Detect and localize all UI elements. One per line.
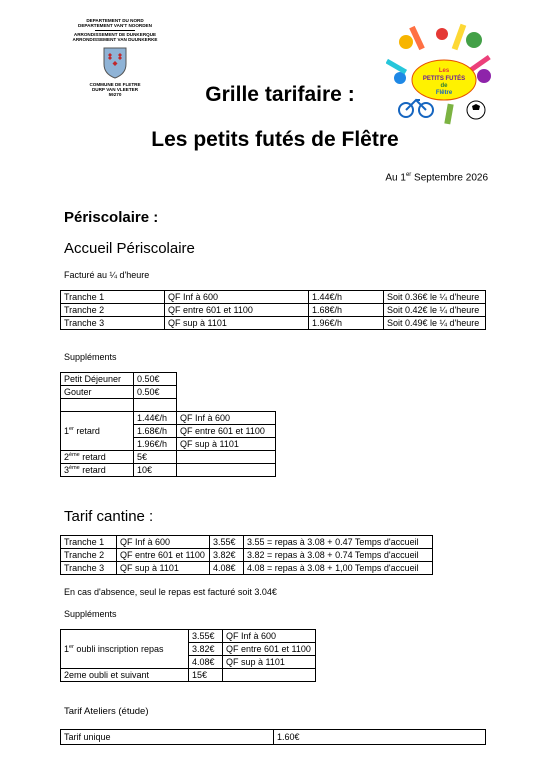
tranche-name: Tranche 3	[61, 317, 165, 330]
supplement-label: 2eme oubli et suivant	[61, 669, 189, 682]
supplement-qf: QF Inf à 600	[177, 412, 276, 425]
supplement-label: 1er retard	[61, 412, 134, 451]
logo-text: PETITS FUTÉS	[422, 76, 466, 82]
effective-date: Au 1er Septembre 2026	[385, 172, 488, 184]
tranche-qf: QF Inf à 600	[117, 536, 210, 549]
table-row	[61, 412, 276, 425]
cantine-supplements-table	[60, 629, 316, 682]
tranche-qf: QF sup à 1101	[165, 317, 309, 330]
ateliers-label: Tarif unique	[61, 730, 274, 745]
petits-futes-logo	[386, 20, 498, 130]
crest-line: DEPARTEMENT DU NORD	[86, 18, 144, 23]
tranche-note: Soit 0.42€ le ¼ d'heure	[384, 304, 486, 317]
crest-line: COMMUNE DE FLETRE	[89, 81, 141, 87]
supplement-price: 0.50€	[134, 373, 177, 386]
table-row	[61, 549, 433, 562]
supplement-price: 3.55€	[189, 630, 223, 643]
billing-note: Facturé au ¼ d'heure	[64, 270, 150, 280]
tranche-detail: 3.55 = repas à 3.08 + 0.47 Temps d'accueil	[244, 536, 433, 549]
supplement-price: 4.08€	[189, 656, 223, 669]
table-row	[61, 536, 433, 549]
tranche-rate: 1.44€/h	[309, 291, 384, 304]
logo-text: de	[440, 83, 448, 89]
supplement-price: 1.96€/h	[134, 438, 177, 451]
supplement-qf: QF sup à 1101	[223, 656, 316, 669]
supplement-price: 3.82€	[189, 643, 223, 656]
tranche-qf: QF entre 601 et 1100	[117, 549, 210, 562]
supplement-label: Gouter	[61, 386, 134, 399]
absence-note: En cas d'absence, seul le repas est facturé soit 3.04€	[64, 587, 277, 597]
tranche-detail: 3.82 = repas à 3.08 + 0.74 Temps d'accueil	[244, 549, 433, 562]
tranche-name: Tranche 1	[61, 291, 165, 304]
supplement-label: Petit Déjeuner	[61, 373, 134, 386]
crest-line: DEPARTEMENT VAN'T NOORDEN	[78, 23, 152, 29]
tranche-qf: QF entre 601 et 1100	[165, 304, 309, 317]
table-row	[61, 562, 433, 575]
tranche-price: 3.55€	[210, 536, 244, 549]
crest-separator	[95, 30, 135, 31]
tranche-qf: QF Inf à 600	[165, 291, 309, 304]
supplement-qf: QF sup à 1101	[177, 438, 276, 451]
ateliers-price: 1.60€	[274, 730, 486, 745]
tranche-rate: 1.68€/h	[309, 304, 384, 317]
logo-text: Les	[438, 68, 450, 74]
table-row	[61, 669, 316, 682]
table-row	[61, 399, 276, 412]
table-row	[61, 464, 276, 477]
crest-line: ARRONDISSEMENT VAN DUUNKERKE	[72, 37, 158, 43]
ateliers-table	[60, 729, 486, 745]
cantine-tranche-table	[60, 535, 433, 575]
supplement-qf: QF entre 601 et 1100	[223, 643, 316, 656]
table-row	[61, 291, 486, 304]
supplement-price: 1.68€/h	[134, 425, 177, 438]
section-subheading-accueil: Accueil Périscolaire	[64, 240, 195, 257]
supplements-label: Suppléments	[64, 352, 117, 362]
table-row	[61, 317, 486, 330]
supplement-label: 3ème retard	[61, 464, 134, 477]
supplement-price: 0.50€	[134, 386, 177, 399]
supplement-price: 10€	[134, 464, 177, 477]
supplement-price: 1.44€/h	[134, 412, 177, 425]
table-row	[61, 730, 486, 745]
crest-line: DURP VAN VLEETER	[91, 87, 139, 93]
periscolaire-tranche-table	[60, 290, 486, 330]
table-row	[61, 386, 276, 399]
tranche-name: Tranche 2	[61, 549, 117, 562]
supplement-qf: QF entre 601 et 1100	[177, 425, 276, 438]
periscolaire-supplements-table	[60, 372, 276, 477]
supplement-label: 1er oubli inscription repas	[61, 630, 189, 669]
logo-text: Flêtre	[435, 90, 453, 96]
crest-line: ARRONDISSEMENT DE DUNKERQUE	[73, 31, 157, 37]
section-heading-periscolaire: Périscolaire :	[64, 209, 159, 226]
tranche-qf: QF sup à 1101	[117, 562, 210, 575]
table-row	[61, 373, 276, 386]
crest-line: 59270	[108, 92, 122, 98]
tranche-name: Tranche 3	[61, 562, 117, 575]
section-heading-ateliers: Tarif Ateliers (étude)	[64, 706, 149, 717]
supplement-price: 15€	[189, 669, 223, 682]
supplements-label: Suppléments	[64, 609, 117, 619]
tranche-rate: 1.96€/h	[309, 317, 384, 330]
shield-icon	[102, 46, 128, 80]
tranche-price: 3.82€	[210, 549, 244, 562]
tranche-note: Soit 0.49€ le ¼ d'heure	[384, 317, 486, 330]
supplement-price: 5€	[134, 451, 177, 464]
tranche-price: 4.08€	[210, 562, 244, 575]
table-row	[61, 630, 316, 643]
section-heading-cantine: Tarif cantine :	[64, 508, 154, 525]
supplement-qf: QF Inf à 600	[223, 630, 316, 643]
tranche-name: Tranche 1	[61, 536, 117, 549]
tranche-name: Tranche 2	[61, 304, 165, 317]
supplement-label: 2ème retard	[61, 451, 134, 464]
table-row	[61, 451, 276, 464]
tranche-detail: 4.08 = repas à 3.08 + 1,00 Temps d'accueil	[244, 562, 433, 575]
tranche-note: Soit 0.36€ le ¼ d'heure	[384, 291, 486, 304]
table-row	[61, 304, 486, 317]
page-subtitle: Les petits futés de Flêtre	[151, 128, 399, 151]
page-title: Grille tarifaire :	[205, 83, 355, 106]
